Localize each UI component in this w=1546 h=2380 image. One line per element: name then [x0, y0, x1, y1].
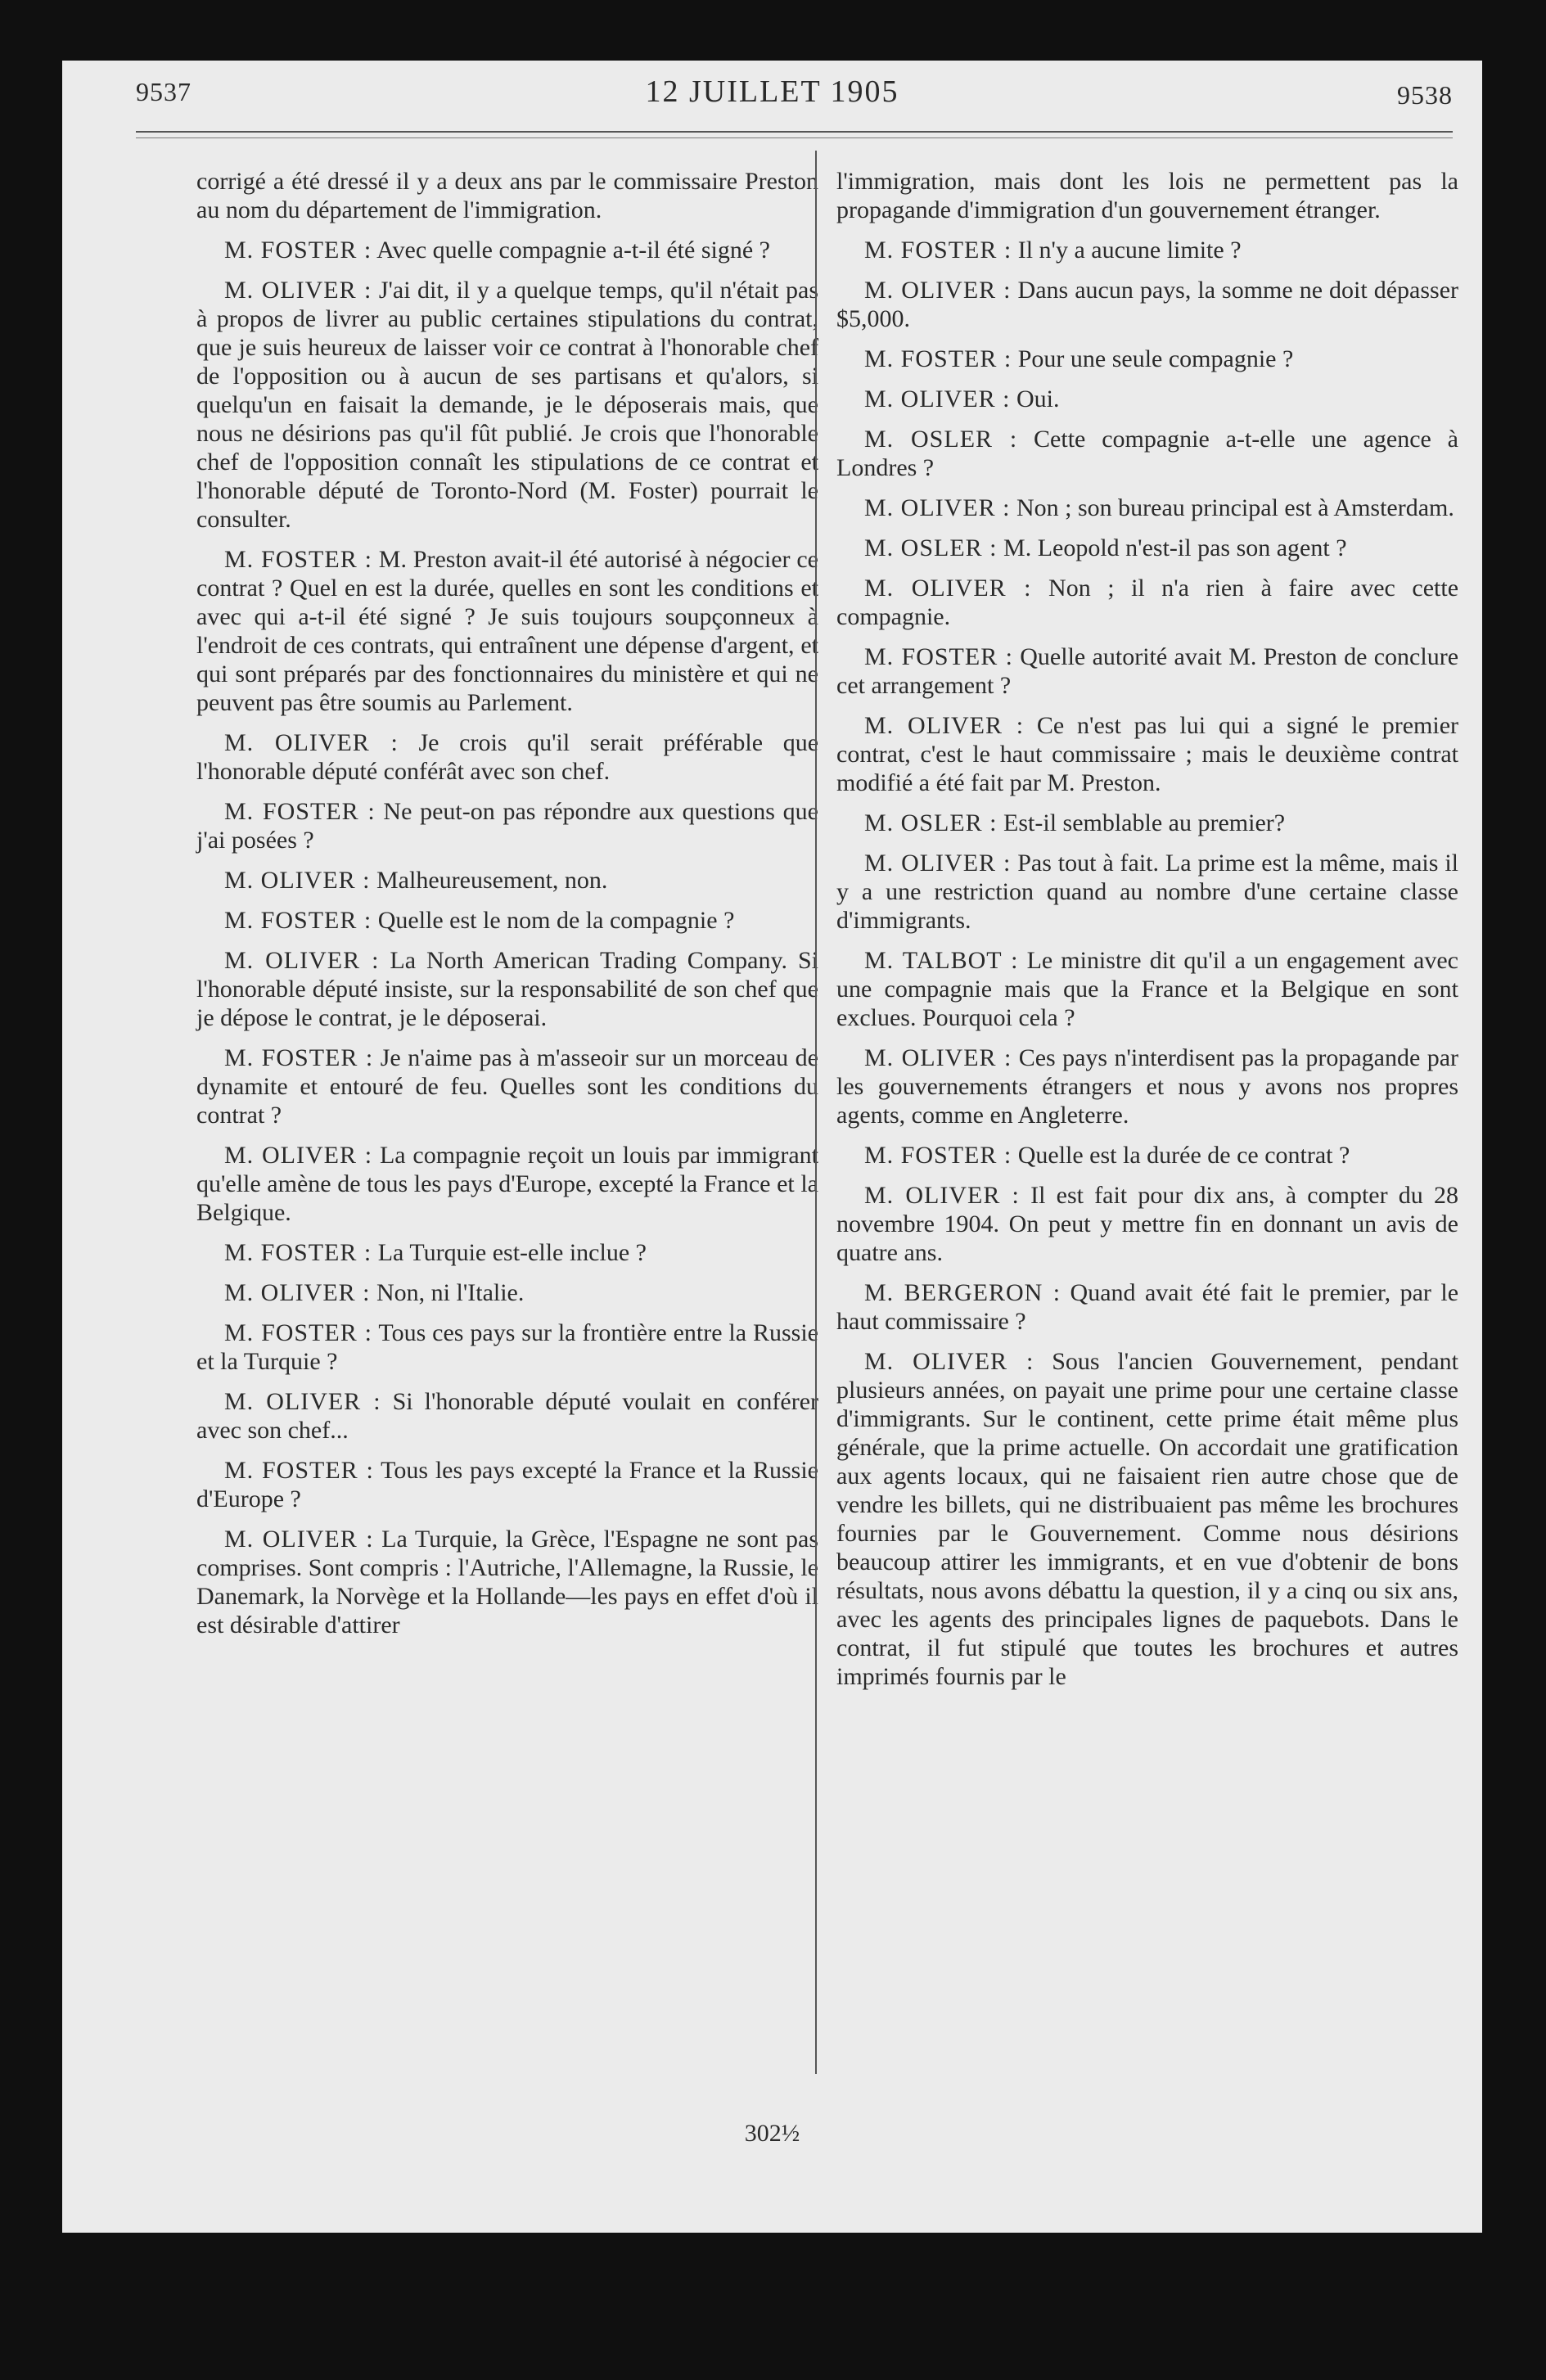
paragraph [836, 1044, 1458, 1129]
page-date: 12 JUILLET 1905 [645, 74, 899, 109]
speaker-name: M. OLIVER : [864, 575, 1032, 602]
speaker-name: M. OLIVER : [224, 1142, 373, 1169]
paragraph [196, 276, 818, 534]
speaker-name: M. BERGERON : [864, 1279, 1061, 1306]
speech-text: Ne peut-on pas répondre aux questions que j'ai posées ? [196, 798, 818, 854]
speaker-name: M. OLIVER : [864, 494, 1011, 521]
footer-page-ref: 302½ [744, 2120, 800, 2147]
speech-text: Dans aucun pays, la somme ne doit dépasser $5,000. [836, 277, 1459, 332]
speech-text: Avec quelle compagnie a-t-il été signé ? [376, 237, 770, 264]
paragraph [196, 1141, 818, 1227]
speech-text: Cette compagnie a-t-elle une agence à Londres ? [836, 426, 1458, 481]
speaker-name: M. OLIVER : [864, 1348, 1034, 1375]
paragraph [196, 1238, 818, 1267]
paragraph [836, 345, 1458, 373]
paragraph [836, 1278, 1458, 1336]
speech-text: La compagnie reçoit un louis par immigrant qu'elle amène de tous les pays d'Europe, excepté la France et la Belgique. [196, 1142, 818, 1226]
speech-text: Ce n'est pas lui qui a signé le premier contrat, c'est le haut commissaire ; mais le deuxième contrat modifié a été fait par M. Preston. [836, 712, 1458, 796]
speech-text: Quand avait été fait le premier, par le haut commissaire ? [836, 1279, 1459, 1335]
left-column [196, 167, 818, 1651]
speech-text: Non ; il n'a rien à faire avec cette compagnie. [836, 575, 1459, 630]
paragraph [196, 906, 818, 935]
paragraph [836, 642, 1458, 700]
speaker-name: M. OSLER : [864, 809, 998, 836]
speech-text: La Turquie est-elle incluе ? [377, 1239, 647, 1266]
paragraph [836, 946, 1458, 1032]
speech-text: Pour une seule compagnie ? [1017, 345, 1294, 372]
speaker-name: M. OLIVER : [864, 385, 1011, 412]
speaker-name: M. OLIVER : [864, 850, 1012, 877]
speech-text: Ces pays n'interdisent pas la propagande par les gouvernements étrangers et nous y avons nos propres agents, comme en Angleterre. [836, 1044, 1459, 1129]
paragraph [836, 809, 1458, 837]
speech-text: La North American Trading Company. Si l'honorable député insiste, sur la responsabilité de son chef que je dépose le contrat, je le déposerai. [196, 947, 818, 1031]
speaker-name: M. OLIVER : [864, 712, 1025, 739]
page-number-left: 9537 [136, 77, 192, 106]
document-page [62, 61, 1482, 2233]
paragraph [836, 385, 1458, 413]
speaker-name: M. OLIVER : [864, 1182, 1020, 1209]
speaker-name: M. FOSTER : [864, 345, 1012, 372]
column-divider [815, 151, 817, 2074]
speech-text: M. Leopold n'est-il pas son agent ? [1003, 534, 1347, 561]
speaker-name: M. OLIVER : [224, 1526, 374, 1553]
paragraph [196, 1318, 818, 1376]
page-header [62, 61, 1482, 134]
paragraph [196, 866, 818, 895]
paragraph [836, 534, 1458, 562]
speaker-name: M. TALBOT : [864, 947, 1019, 974]
speech-text: Non, ni l'Italie. [376, 1279, 525, 1306]
header-rule-thin [136, 137, 1453, 138]
speaker-name: M. FOSTER : [224, 237, 372, 264]
paragraph [836, 1141, 1458, 1170]
paragraph [196, 236, 818, 264]
speech-text: J'ai dit, il y a quelque temps, qu'il n'était pas à propos de livrer au public certaines stipulations du contrat, que je suis heureux de laisser voir ce contrat à l'honorable chef de l'opposition ou à aucun de ses partisans et qu'alors, si quelqu'un en faisait la demande, je le déposerais mais, que nous ne désirions pas qu'il fût publié. Je crois que l'honorable chef de l'opposition connaît les stipulations de ce contrat et l'honorable député de Toronto-Nord (M. Foster) pourrait le consulter. [196, 277, 818, 533]
speaker-name: M. OSLER : [864, 534, 998, 561]
speech-text: Tous ces pays sur la frontière entre la Russie et la Turquie ? [196, 1319, 818, 1375]
speech-text: Oui. [1016, 385, 1060, 412]
paragraph [836, 494, 1458, 522]
speech-text: Je n'aime pas à m'asseoir sur un morceau de dynamite et entouré de feu. Quelles sont les conditions du contrat ? [196, 1044, 818, 1129]
speech-text: Est-il semblable au premier? [1003, 809, 1286, 836]
speaker-name: M. OLIVER : [224, 1388, 381, 1415]
speaker-name: M. FOSTER : [224, 1319, 373, 1346]
paragraph [836, 425, 1458, 482]
paragraph [196, 545, 818, 717]
paragraph [196, 797, 818, 854]
speech-text: l'immigration, mais dont les lois ne permettent pas la propagande d'immigration d'un gouvernement étranger. [836, 168, 1458, 223]
paragraph [836, 167, 1458, 224]
speaker-name: M. OLIVER : [224, 1279, 371, 1306]
speaker-name: M. OSLER : [864, 426, 1018, 453]
paragraph [196, 1278, 818, 1307]
speech-text: Je crois qu'il serait préférable que l'honorable député conférât avec son chef. [196, 729, 819, 785]
page-number-right: 9538 [1397, 80, 1453, 110]
speaker-name: M. FOSTER : [224, 907, 372, 934]
speaker-name: M. OLIVER : [864, 1044, 1012, 1071]
speaker-name: M. FOSTER : [864, 237, 1012, 264]
speech-text: Quelle est le nom de la compagnie ? [377, 907, 735, 934]
paragraph [196, 728, 818, 786]
speech-text: Le ministre dit qu'il a un engagement avec une compagnie mais que la France et la Belgique en sont exclues. Pourquoi cela ? [836, 947, 1459, 1031]
speech-text: Quelle autorité avait M. Preston de conclure cet arrangement ? [836, 643, 1459, 699]
speaker-name: M. OLIVER : [224, 277, 372, 304]
speaker-name: M. FOSTER : [224, 546, 372, 573]
speaker-name: M. FOSTER : [224, 1239, 372, 1266]
paragraph [196, 1525, 818, 1639]
speech-text: Quelle est la durée de ce contrat ? [1017, 1142, 1350, 1169]
paragraph [836, 849, 1458, 935]
speaker-name: M. OLIVER : [224, 729, 399, 756]
paragraph [196, 167, 818, 224]
speaker-name: M. OLIVER : [224, 947, 380, 974]
speech-text: Non ; son bureau principal est à Amsterdam. [1016, 494, 1454, 521]
speaker-name: M. FOSTER : [224, 798, 376, 825]
right-column [836, 167, 1458, 1702]
scan-border-right [1482, 0, 1546, 2380]
paragraph [836, 711, 1458, 797]
speech-text: Pas tout à fait. La prime est la même, mais il y a une restriction quand au nombre d'une certaine classe d'immigrants. [836, 850, 1459, 934]
speech-text: M. Preston avait-il été autorisé à négocier ce contrat ? Quel en est la durée, quelles en sont les conditions et avec qui a-t-il été signé ? Je suis toujours soupçonneux à l'endroit de ces contrats, qui entraînent une dépense d'argent, et qui sont préparés par des fonctionnaires du ministère et qui ne peuvent pas être soumis au Parlement. [196, 546, 818, 716]
speech-text: La Turquie, la Grèce, l'Espagne ne sont pas comprises. Sont compris : l'Autriche, l'Allemagne, la Russie, le Danemark, la Norvège et la Hollande—les pays en effet d'où il est désirable d'attirer [196, 1526, 819, 1639]
scan-border-bottom [0, 2233, 1546, 2380]
header-rule [136, 131, 1453, 133]
speaker-name: M. OLIVER : [864, 277, 1012, 304]
paragraph [836, 574, 1458, 631]
speaker-name: M. FOSTER : [864, 643, 1013, 670]
speech-text: Malheureusement, non. [376, 867, 608, 894]
paragraph [836, 276, 1458, 333]
speech-text: corrigé a été dressé il y a deux ans par le commissaire Preston au nom du département de l'immigration. [196, 168, 818, 223]
speech-text: Il n'y a aucune limite ? [1017, 237, 1242, 264]
scan-border-left [0, 0, 62, 2380]
speech-text: Il est fait pour dix ans, à compter du 28 novembre 1904. On peut y mettre fin en donnant un avis de quatre ans. [836, 1182, 1458, 1266]
speech-text: Si l'honorable député voulait en conférer avec son chef... [196, 1388, 819, 1444]
paragraph [836, 1347, 1458, 1691]
speech-text: Sous l'ancien Gouvernement, pendant plusieurs années, on payait une prime pour une certaine classe d'immigrants. Sur le continent, cette prime était même plus générale, que la prime actuelle. On accordait une gratification aux agents locaux, qui ne faisaient rien autre chose que de vendre les billets, qui ne distribuaient pas même les brochures fournies par le Gouvernement. Comme nous désirions beaucoup attirer les immigrants, et en vue d'obtenir de bons résultats, nous avons débattu la question, il y a cinq ou six ans, avec les agents des principales lignes de paquebots. Dans le contrat, il fut stipulé que toutes les brochures et autres imprimés fournis par le [836, 1348, 1459, 1690]
speaker-name: M. FOSTER : [224, 1457, 374, 1484]
paragraph [196, 1044, 818, 1129]
speaker-name: M. OLIVER : [224, 867, 371, 894]
paragraph [196, 1456, 818, 1513]
scan-border-top [0, 0, 1546, 61]
speech-text: Tous les pays excepté la France et la Russie d'Europe ? [196, 1457, 818, 1512]
speaker-name: M. FOSTER : [864, 1142, 1012, 1169]
paragraph [836, 236, 1458, 264]
paragraph [196, 1387, 818, 1445]
speaker-name: M. FOSTER : [224, 1044, 374, 1071]
paragraph [836, 1181, 1458, 1267]
paragraph [196, 946, 818, 1032]
